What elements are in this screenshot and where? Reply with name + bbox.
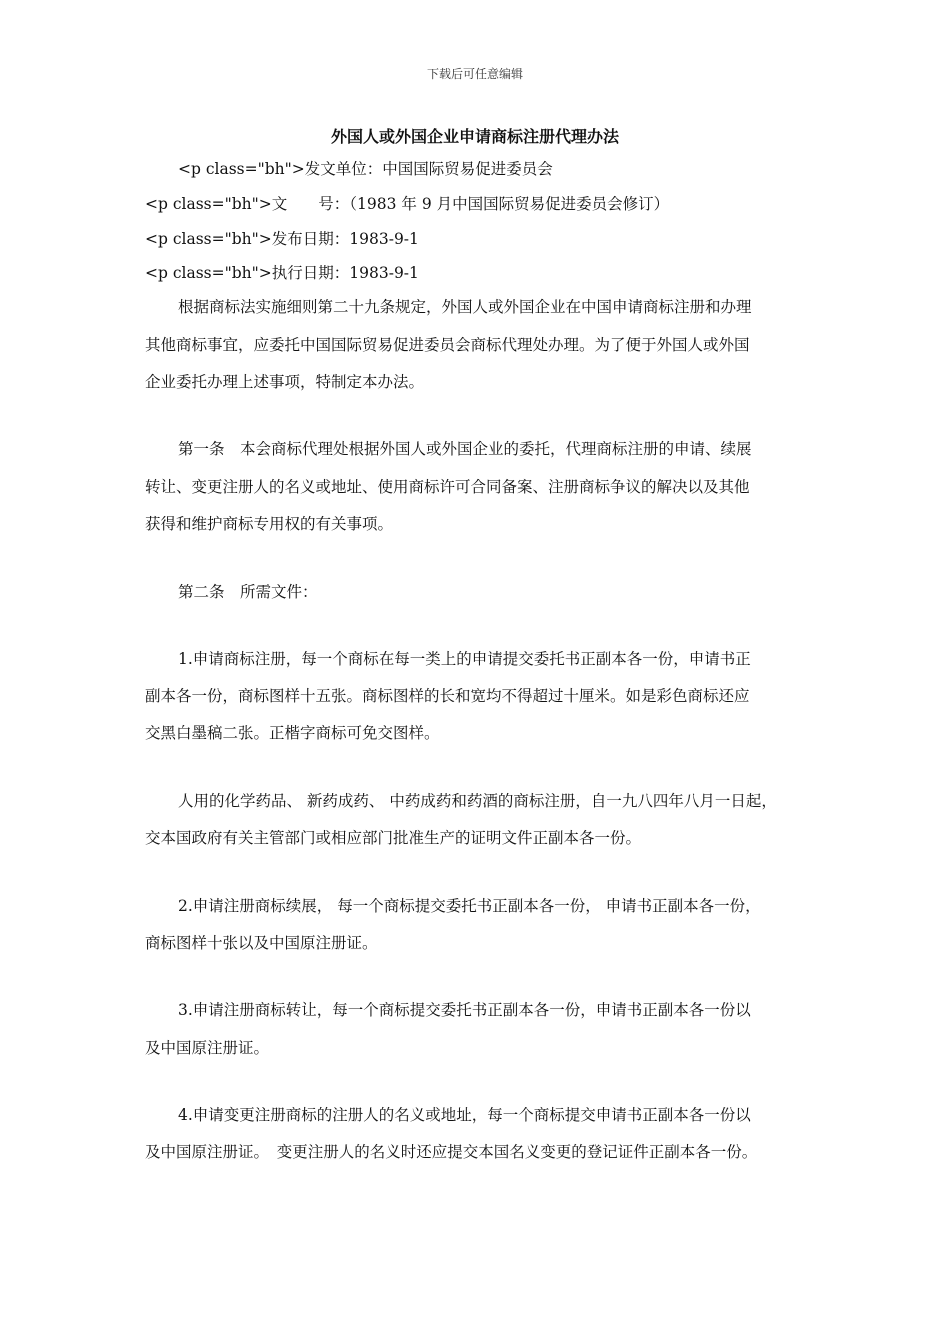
intro-line: 其他商标事宜，应委托中国国际贸易促进委员会商标代理处办理。为了便于外国人或外国: [145, 336, 750, 354]
meta-effective-date: <p class="bh">执行日期：1983-9-1: [145, 264, 419, 282]
meta-doc-number: <p class="bh">文 号：（1983 年 9 月中国国际贸易促进委员会修订）: [145, 195, 670, 213]
article1-line: 转让、变更注册人的名义或地址、使用商标许可合同备案、注册商标争议的解决以及其他: [145, 478, 750, 496]
item1b-line: 人用的化学药品、 新药成药、 中药成药和药酒的商标注册，自一九八四年八月一日起，: [178, 792, 777, 810]
item2-line: 商标图样十张以及中国原注册证。: [145, 934, 378, 952]
item4-line: 4.申请变更注册商标的注册人的名义或地址，每一个商标提交申请书正副本各一份以: [178, 1106, 751, 1124]
item3-line: 及中国原注册证。: [145, 1039, 270, 1057]
item1-line: 副本各一份，商标图样十五张。商标图样的长和宽均不得超过十厘米。如是彩色商标还应: [145, 687, 750, 705]
item3-line: 3.申请注册商标转让，每一个商标提交委托书正副本各一份，申请书正副本各一份以: [178, 1001, 751, 1019]
article1-line: 获得和维护商标专用权的有关事项。: [145, 515, 394, 533]
document-title: 外国人或外国企业申请商标注册代理办法: [330, 127, 619, 146]
header-note: 下载后可任意编辑: [426, 67, 523, 81]
intro-line: 根据商标法实施细则第二十九条规定，外国人或外国企业在中国申请商标注册和办理: [178, 298, 752, 316]
item1-line: 1.申请商标注册，每一个商标在每一类上的申请提交委托书正副本各一份，申请书正: [178, 650, 751, 668]
item4-line: 及中国原注册证。 变更注册人的名义时还应提交本国名义变更的登记证件正副本各一份。: [145, 1143, 758, 1161]
item2-line: 2.申请注册商标续展， 每一个商标提交委托书正副本各一份， 申请书正副本各一份，: [178, 897, 761, 915]
intro-line: 企业委托办理上述事项，特制定本办法。: [145, 373, 425, 391]
item1b-line: 交本国政府有关主管部门或相应部门批准生产的证明文件正副本各一份。: [145, 829, 642, 847]
article2-heading: 第二条 所需文件：: [178, 583, 318, 601]
meta-issuer: <p class="bh">发文单位：中国国际贸易促进委员会: [178, 160, 553, 178]
meta-publish-date: <p class="bh">发布日期：1983-9-1: [145, 230, 419, 248]
item1-line: 交黑白墨稿二张。正楷字商标可免交图样。: [145, 724, 440, 742]
article1-line: 第一条 本会商标代理处根据外国人或外国企业的委托，代理商标注册的申请、续展: [178, 440, 752, 458]
